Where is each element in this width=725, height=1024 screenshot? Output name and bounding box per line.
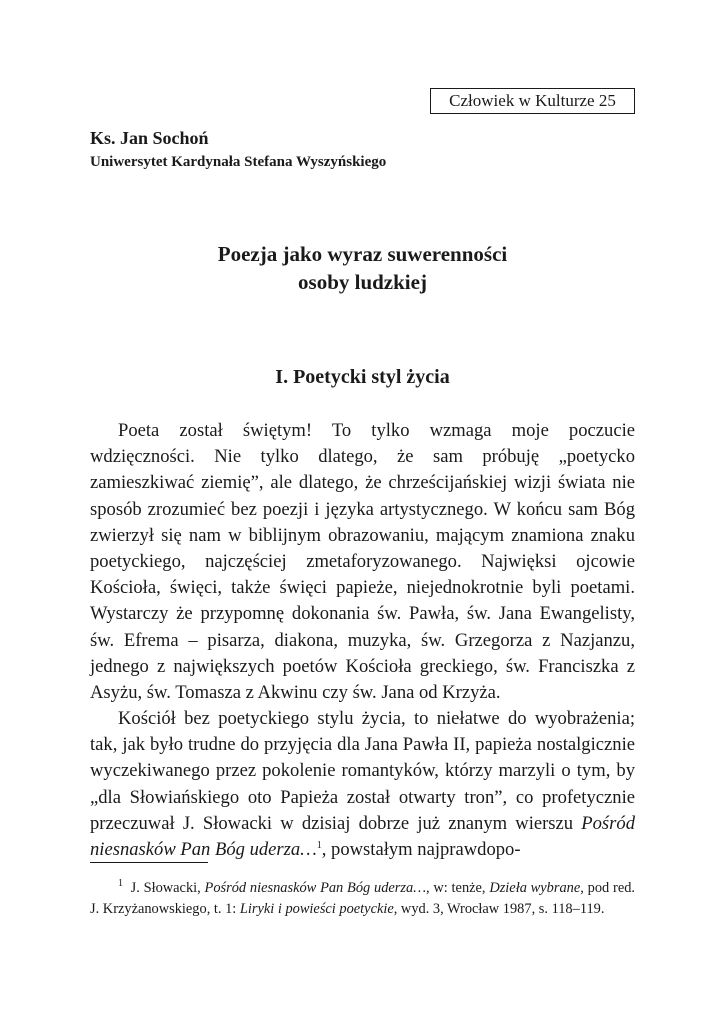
author-affiliation: Uniwersytet Kardynała Stefana Wyszyńskiego (90, 154, 387, 170)
footnote-text: , w: tenże, (425, 880, 490, 896)
journal-header-box (430, 88, 635, 114)
footnote-reference: 1 (316, 839, 322, 851)
body-paragraph-1: Poeta został świętym! To tylko wzmaga moje poczucie wdzięczności. Nie tylko dlatego, że sam próbuję „poetycko zamieszkiwać ziemię”, ale dlatego, że chrześcijańskiej wizji świata nie sposób zrozumieć bez poezji i języka artystycznego. W końcu sam Bóg zwierzył się nam w biblijnym obrazowaniu, mającym znamiona znaku poetyckiego, najczęściej zmetaforyzowanego. Najwięksi ojcowie Kościoła, święci, także święci papieże, niejednokrotnie byli poetami. Wystarczy że przypomnę dokonania św. Pawła, św. Jana Ewangelisty, św. Efrema – pisarza, diakona, muzyka, św. Grzegorza z Nazjanzu, jednego z największych poetów Kościoła greckiego, św. Franciszka z Asyżu, św. Tomasza z Akwinu czy św. Jana od Krzyża. (90, 420, 635, 704)
footnote-poem-title: Pośród niesnasków Pan Bóg uderza… (204, 880, 426, 896)
footnote-text: , wyd. 3, Wrocław 1987, s. 118–119. (393, 901, 605, 917)
body-paragraph-2 (90, 706, 635, 863)
article-title-line-1: Poezja jako wyraz suwerenności (217, 242, 508, 266)
footnote-book-title: Dzieła wybrane (489, 880, 581, 896)
footnote-text: J. Słowacki, (130, 880, 205, 896)
footnote-text: , pod red. J. Krzyżanowskiego, t. 1: (90, 880, 635, 917)
paragraph-2-text: Kościół bez poetyckiego stylu życia, to niełatwe do wyobrażenia; tak, jak było trudne do przyjęcia dla Jana Pawła II, papieża nostalgicznie wyczekiwanego przez pokolenie romantyków, którzy marzyli o tym, by „dla Słowiańskiego oto Papieża został otwarty tron”, co profetycznie przeczuwał J. Słowacki w dzisiaj dobrze już znanym wierszu (90, 708, 635, 834)
section-heading: I. Poetycki styl życia (275, 366, 450, 388)
poem-title: Pośród niesnasków Pan Bóg uderza… (90, 812, 635, 861)
footnote-volume-title: Liryki i powieści poetyckie (239, 901, 394, 917)
footnote-number: 1 (118, 878, 123, 890)
footnote (90, 878, 635, 920)
author-name: Ks. Jan Sochoń (90, 128, 209, 148)
journal-name: Człowiek w Kulturze 25 (449, 91, 616, 110)
article-title-line-2: osoby ludzkiej (298, 270, 427, 294)
paragraph-2-continuation: , powstałym najprawdopo- (321, 839, 521, 861)
footnote-separator (90, 862, 208, 863)
